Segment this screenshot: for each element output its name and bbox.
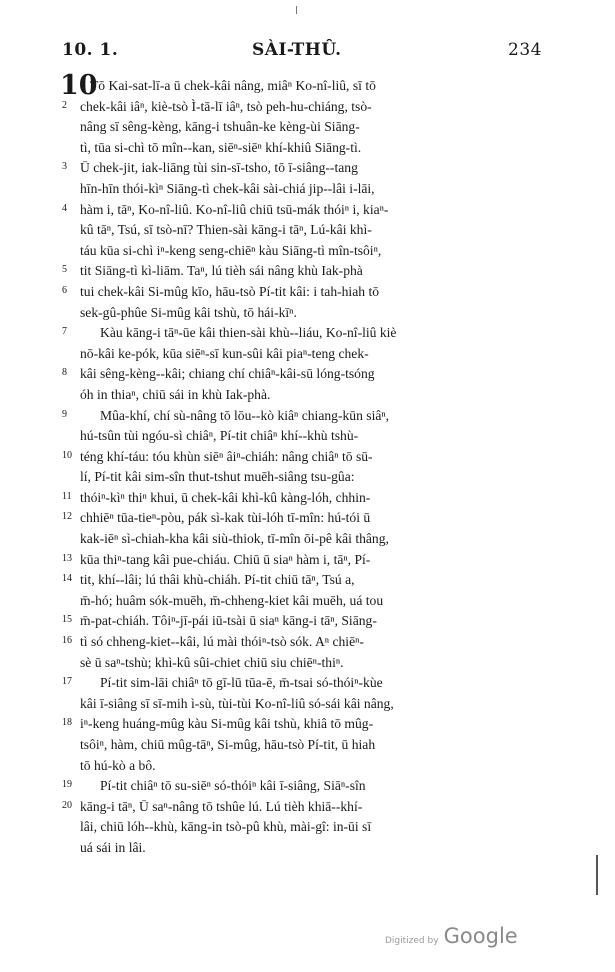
line-text: táu kūa si-chì iⁿ-keng seng-chiēⁿ kàu Siāng-tì mîn-tsôiⁿ, [80,242,382,258]
page-edge-mark [596,855,598,895]
text-line [62,797,550,818]
text-line [62,550,550,571]
text-line [62,179,550,200]
line-text: hàm i, tāⁿ, Ko-nî-liû. Ko-nî-liû chiū tsū-mák thóiⁿ i, kiaⁿ- [80,201,389,217]
line-text: chek-kâi iâⁿ, kiè-tsò Ì-tā-lī iâⁿ, tsò peh-hu-chiáng, tsò- [80,98,372,114]
text-line [62,406,550,427]
text-line [62,303,550,324]
text-line [62,447,550,468]
verse-number: 15 [62,614,72,626]
text-line [62,200,550,221]
text-line [62,694,550,715]
chapter-number: 10 [60,70,98,101]
text-line [62,673,550,694]
text-line [62,611,550,632]
line-text: sek-gû-phûe Si-mûg kâi tshù, tō hái-kīⁿ. [80,304,297,320]
line-text: nō-kâi ke-pók, kūa siēⁿ-sī kun-sûi kâi piaⁿ-teng chek- [80,345,369,361]
text-line [62,776,550,797]
text-line [62,488,550,509]
text-line [62,838,550,859]
verse-number: 8 [62,367,67,379]
text-line [62,653,550,674]
scripture-text [62,76,550,859]
verse-number: 9 [62,408,67,420]
line-text: tō hú-kò a bô. [80,757,156,773]
line-text: iⁿ-keng huáng-mûg kàu Si-mûg kâi tshù, khiâ tō mûg- [80,716,374,732]
line-text: téng khí-táu: tóu khùn siēⁿ âiⁿ-chiáh: nâng chiâⁿ tō sū- [80,448,373,464]
line-text: Pí-tit chiâⁿ tō su-siēⁿ só-thóiⁿ kâi ī-siâng, Siāⁿ-sîn [100,778,366,794]
text-line [62,756,550,777]
text-line [62,344,550,365]
watermark-prefix: Digitized by [385,936,439,946]
verse-number: 7 [62,326,67,338]
text-line [62,817,550,838]
text-line [62,158,550,179]
line-text: kû tāⁿ, Tsú, sī tsò-nī? Thien-sài kāng-i tāⁿ, Lú-kâi khì- [80,222,372,238]
line-text: uá sái in lâi. [80,839,146,855]
page-number: 234 [508,40,542,60]
text-line [62,241,550,262]
text-line [62,97,550,118]
page-mark [296,6,297,14]
line-text: tit, khí--lâi; lú thâi khù-chiáh. Pí-tit chiū tāⁿ, Tsú a, [80,572,355,588]
text-line [62,117,550,138]
verse-number: 2 [62,99,67,111]
digitized-watermark [385,924,518,948]
line-text: Pí-tit sim-lāi chiâⁿ tō gī-lū tūa-ē, m̄-tsai só-thóiⁿ-kùe [100,675,383,691]
line-text: tì só chheng-kiet--kâi, lú mài thóiⁿ-tsò sók. Aⁿ chiēⁿ- [80,634,364,650]
text-line [62,138,550,159]
text-line [62,632,550,653]
line-text: kūa thiⁿ-tang kâi pue-chiáu. Chiū ū siaⁿ hàm i, tāⁿ, Pí- [80,551,371,567]
line-text: tit Siāng-tì kì-liām. Taⁿ, lú tièh sái nâng khù Iak-phà [80,263,363,279]
verse-number: 19 [62,779,72,791]
verse-number: 17 [62,676,72,688]
line-text: lí, Pí-tit kâi sim-sîn thut-tshut muēh-siâng tsu-gûa: [80,469,355,485]
line-text: óh in thiaⁿ, chiū sái in khù Iak-phà. [80,386,271,402]
verse-number: 4 [62,202,67,214]
text-line [62,735,550,756]
text-line [62,714,550,735]
line-text: tì, tūa si-chì tō mîn--kan, siēⁿ-siēⁿ khí-khiû Siāng-tì. [80,139,362,155]
line-text: lâi, chiū lóh--khù, kāng-in tsò-pû khù, mài-gî: in-ūi sī [80,819,372,835]
text-line [62,426,550,447]
text-line [62,508,550,529]
verse-number: 12 [62,511,72,523]
line-text: Kàu kāng-i tāⁿ-ūe kâi thien-sài khù--liáu, Ko-nî-liû kiè [100,325,397,341]
line-text: kāng-i tāⁿ, Ū saⁿ-nâng tō tshûe lú. Lú tièh khiā--khí- [80,798,363,814]
line-text: kâi ī-siâng sī sī-mih ì-sù, tùi-tùi Ko-nî-liû só-sái kâi nâng, [80,695,394,711]
text-line [62,364,550,385]
page-header [62,40,542,64]
line-text: thóiⁿ-kìⁿ thiⁿ khui, ū chek-kâi khì-kû kàng-lóh, chhin- [80,489,371,505]
verse-number: 18 [62,717,72,729]
line-text: m̄-hó; huâm sók-muēh, m̄-chheng-kiet kâi muēh, uá tou [80,592,384,608]
text-line [62,220,550,241]
text-line [62,467,550,488]
google-logo: Google [443,924,518,948]
text-line [62,385,550,406]
line-text: nâng sī sêng-kèng, kāng-i tshuân-ke kèng-ùi Siāng- [80,119,360,135]
verse-number: 20 [62,799,72,811]
line-text: sè ū saⁿ-tshù; khì-kû sûi-chiet chiū siu chiēⁿ-thiⁿ. [80,654,344,670]
verse-number: 16 [62,635,72,647]
verse-number: 11 [62,490,72,502]
line-text: Tō Kai-sat-lī-a ū chek-kâi nâng, miâⁿ Ko-nî-liû, sī tō [90,78,376,93]
verse-number: 10 [62,449,72,461]
header-chapter-verse: 10. 1. [62,40,119,60]
text-line [62,529,550,550]
verse-number: 13 [62,552,72,564]
text-line [62,76,550,97]
header-book-title: SÀI-THÛ. [252,40,342,60]
line-text: m̄-pat-chiáh. Tôiⁿ-jī-pái iū-tsài ū siaⁿ kāng-i tāⁿ, Siāng- [80,613,377,629]
line-text: Ū chek-jit, iak-liāng tùi sin-sī-tsho, tō ī-siâng--tang [80,160,358,176]
text-line [62,570,550,591]
line-text: Mûa-khí, chí sù-nâng tō lōu--kò kiâⁿ chiang-kūn siâⁿ, [100,407,390,423]
verse-number: 3 [62,161,67,173]
text-line [62,282,550,303]
line-text: hīn-hīn thói-kìⁿ Siāng-tì chek-kâi sài-chiá jip--lâi i-lāi, [80,180,375,196]
line-text: chhiēⁿ tūa-tieⁿ-pòu, pák sì-kak tùi-lóh tī-mîn: hú-tói ū [80,510,371,526]
verse-number: 5 [62,264,67,276]
verse-number: 6 [62,284,67,296]
text-line [62,591,550,612]
line-text: kâi sêng-kèng--kâi; chiang chí chiâⁿ-kâi-sū lóng-tsóng [80,366,375,382]
verse-number: 14 [62,573,72,585]
line-text: tsôiⁿ, hàm, chiū mûg-tāⁿ, Si-mûg, hāu-tsò Pí-tit, ū hiah [80,737,376,752]
text-line [62,323,550,344]
line-text: hú-tsûn tùi ngóu-sì chiâⁿ, Pí-tit chiâⁿ khí--khù tshù- [80,428,359,444]
line-text: tui chek-kâi Si-mûg kīo, hāu-tsò Pí-tit kâi: i tah-hiah tō [80,283,380,299]
line-text: kak-iēⁿ sì-chiah-kha kâi siù-thiok, tī-mîn ōi-pê kâi thâng, [80,531,389,547]
text-line [62,261,550,282]
